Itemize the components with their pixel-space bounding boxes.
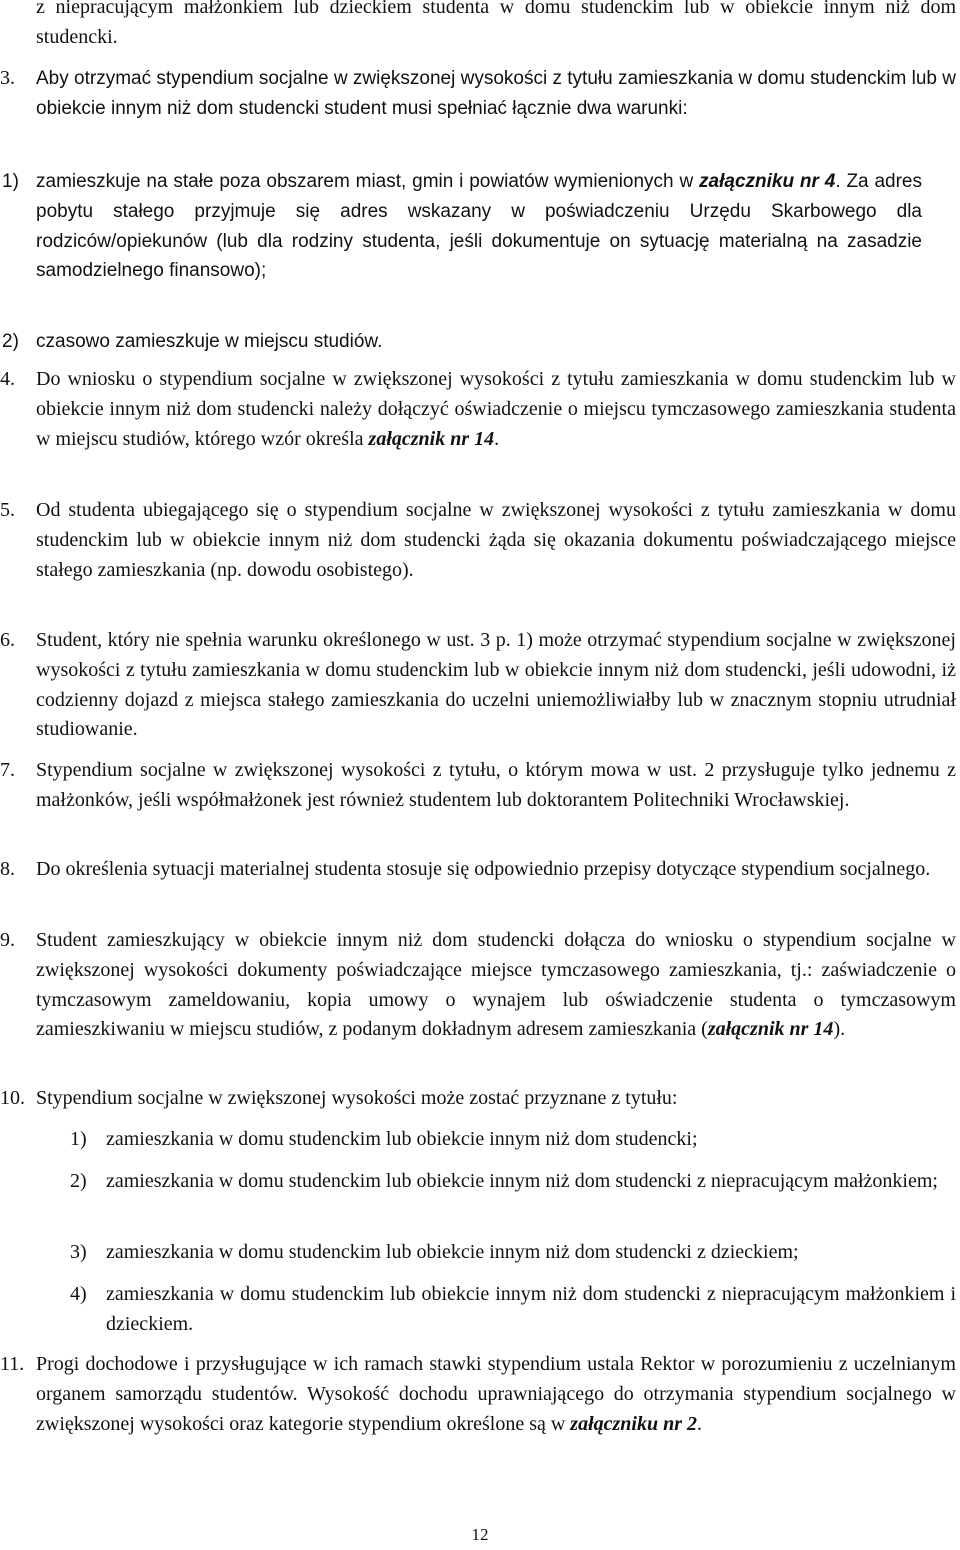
item-text: Progi dochodowe i przysługujące w ich ramach stawki stypendium ustala Rektor w porozumieniu z uczelnianym organem samorządu studentów. Wysokość dochodu uprawniającego do otrzymania stypendium socjalnego w zwiększonej wysokości oraz kategorie stypendium określone są w załączniku nr 2. bbox=[36, 1353, 956, 1435]
sub-item-number: 2) bbox=[70, 1170, 87, 1192]
item-number: 5. bbox=[0, 499, 15, 521]
item-text: Od studenta ubiegającego się o stypendium socjalne w zwiększonej wysokości z tytułu zamieszkania w domu studenckim lub w obiekcie innym niż dom studencki żąda się okazania dokumentu poświadczającego miejsce stałego zamieszkania (np. dowodu osobistego). bbox=[36, 499, 956, 581]
sub-item-text: czasowo zamieszkuje w miejscu studiów. bbox=[36, 331, 383, 352]
sub-item-number: 4) bbox=[70, 1283, 87, 1305]
item-text: Stypendium socjalne w zwiększonej wysokości może zostać przyznane z tytułu: bbox=[36, 1087, 678, 1109]
attachment-reference: załączniku nr 2 bbox=[570, 1412, 698, 1435]
item-text: Stypendium socjalne w zwiększonej wysokości z tytułu, o którym mowa w ust. 2 przysługuje tylko jednemu z małżonków, jeśli współmałżonek jest również studentem lub doktorantem Politechniki Wrocławskiej. bbox=[36, 759, 956, 811]
item-text: Student, który nie spełnia warunku określonego w ust. 3 p. 1) może otrzymać stypendium socjalne w zwiększonej wysokości z tytułu zamieszkania w domu studenckim lub w obiekcie innym niż dom studencki, jeśli udowodni, iż codzienny dojazd z miejsca stałego zamieszkania do uczelni uniemożliwiałby lub w znacznym stopniu utrudniał studiowanie. bbox=[36, 629, 956, 741]
item-text: Student zamieszkujący w obiekcie innym niż dom studencki dołącza do wniosku o stypendium socjalne w zwiększonej wysokości dokumenty poświadczające miejsce tymczasowego zamieszkania, tj.: zaświadczenie o tymczasowym zameldowaniu, kopia umowy o wynajem lub oświadczenie studenta o tymczasowym zamieszkiwaniu w miejscu studiów, z podanym dokładnym adresem zamieszkania (załącznik nr 14). bbox=[36, 929, 956, 1041]
sub-item-text: zamieszkania w domu studenckim lub obiekcie innym niż dom studencki; bbox=[106, 1128, 698, 1150]
item-number: 6. bbox=[0, 629, 15, 651]
attachment-reference: załączniku nr 4 bbox=[699, 171, 836, 192]
item-text: Do wniosku o stypendium socjalne w zwiększonej wysokości z tytułu zamieszkania w domu studenckim lub w obiekcie innym niż dom studencki należy dołączyć oświadczenie o miejscu tymczasowego zamieszkania studenta w miejscu studiów, którego wzór określa załącznik nr 14. bbox=[36, 368, 956, 450]
item-text: Do określenia sytuacji materialnej studenta stosuje się odpowiednio przepisy dotyczące stypendium socjalnego. bbox=[36, 858, 931, 880]
item-number: 9. bbox=[0, 929, 15, 951]
attachment-reference: załącznik nr 14 bbox=[368, 427, 495, 450]
intro-text: z niepracującym małżonkiem lub dzieckiem studenta w domu studenckim lub w obiekcie innym niż dom studencki. bbox=[36, 0, 956, 48]
item-number: 4. bbox=[0, 368, 15, 390]
sub-item-number: 2) bbox=[2, 331, 19, 352]
item-number: 3. bbox=[0, 67, 15, 89]
sub-item-number: 1) bbox=[2, 171, 19, 192]
item-number: 7. bbox=[0, 759, 15, 781]
sub-item-number: 1) bbox=[70, 1128, 87, 1150]
sub-item-text: zamieszkania w domu studenckim lub obiekcie innym niż dom studencki z dzieckiem; bbox=[106, 1241, 799, 1263]
item-number: 8. bbox=[0, 858, 15, 880]
intro-paragraph bbox=[36, 0, 956, 53]
page-number: 12 bbox=[471, 1525, 489, 1544]
item-text: Aby otrzymać stypendium socjalne w zwiększonej wysokości z tytułu zamieszkania w domu studenckim lub w obiekcie innym niż dom studencki student musi spełniać łącznie dwa warunki: bbox=[36, 68, 956, 119]
item-number: 10. bbox=[0, 1087, 25, 1109]
sub-item-number: 3) bbox=[70, 1241, 87, 1263]
sub-item-text: zamieszkuje na stałe poza obszarem miast, gmin i powiatów wymienionych w załączniku nr 4. Za adres pobytu stałego przyjmuje się adres wskazany w poświadczeniu Urzędu Skarbowego dla rodziców/opiekunów (lub dla rodziny studenta, jeśli dokumentuje on sytuację materialną na zasadzie samodzielnego finansowo); bbox=[36, 171, 922, 282]
sub-item-text: zamieszkania w domu studenckim lub obiekcie innym niż dom studencki z niepracującym małżonkiem; bbox=[106, 1170, 938, 1192]
item-number: 11. bbox=[0, 1353, 25, 1375]
sub-item-text: zamieszkania w domu studenckim lub obiekcie innym niż dom studencki z niepracującym małżonkiem i dzieckiem. bbox=[106, 1283, 956, 1335]
attachment-reference: załącznik nr 14 bbox=[707, 1018, 834, 1041]
